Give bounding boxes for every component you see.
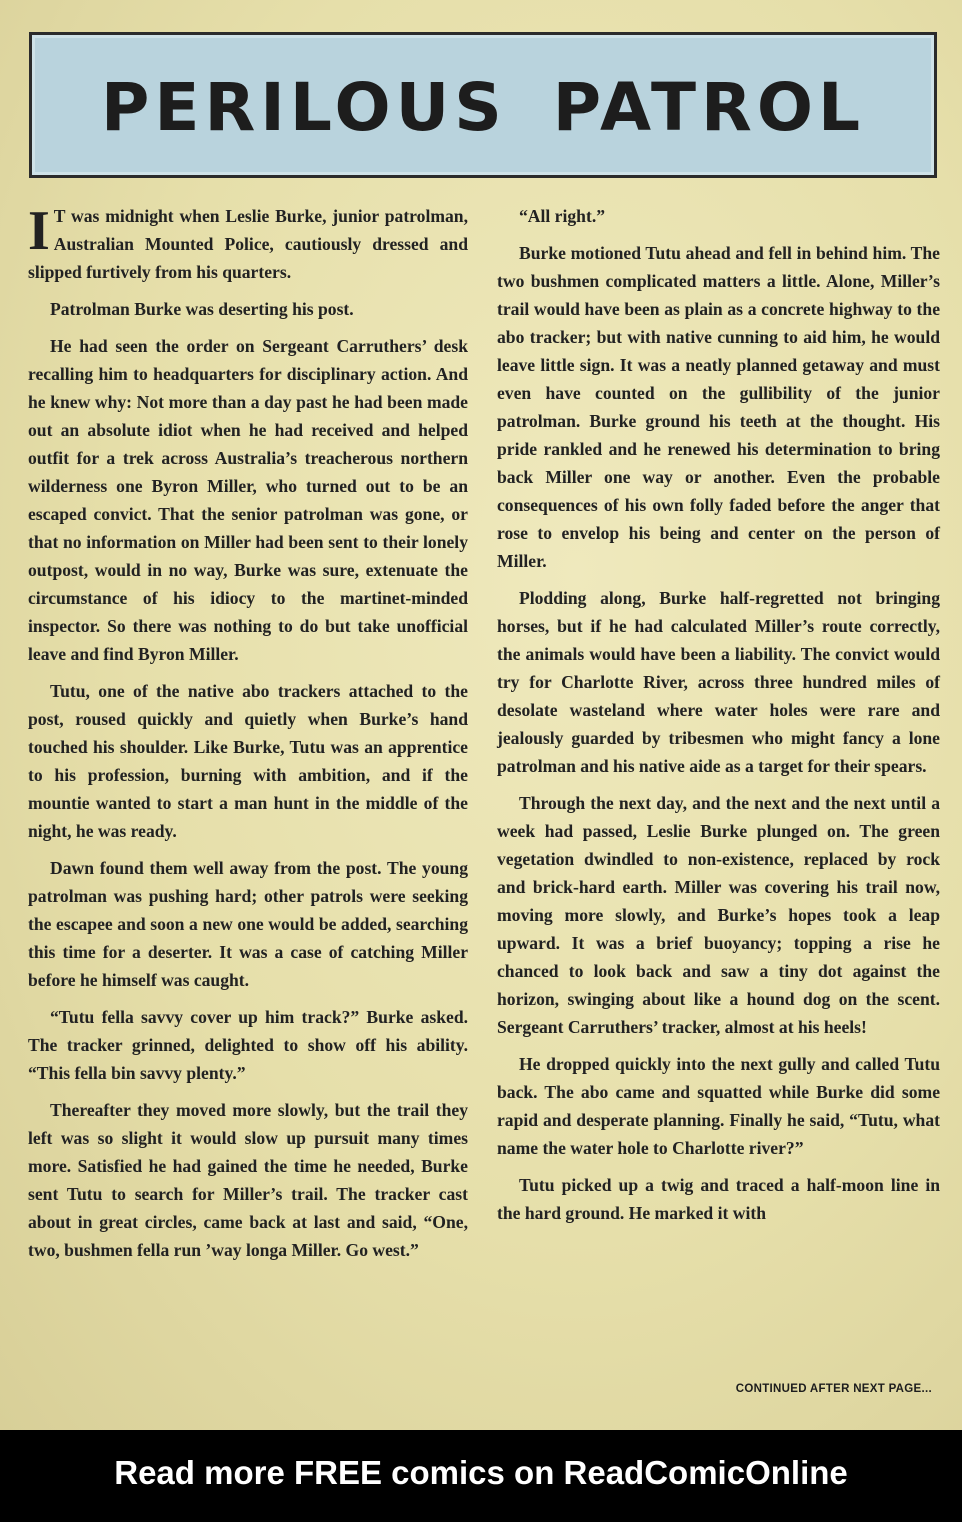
continued-label: CONTINUED AFTER NEXT PAGE...: [735, 1383, 932, 1395]
story-paragraph: He dropped quickly into the next gully and called Tutu back. The abo came and squatted while Burke did some rapid and desperate planning. Finally he said, “Tutu, what name the water hole to Charlotte river?”: [497, 1054, 940, 1158]
story-paragraph: Burke motioned Tutu ahead and fell in behind him. The two bushmen complicated matters a little. Alone, Miller’s trail would have been as plain as a concrete highway to the abo tracker; but with native cunning to aid him, he would leave little sign. It was a neatly planned getaway and must even have counted on the gullibility of the junior patrolman. Burke ground his teeth at the thought. His pride rankled and he renewed his determination to bring back Miller one way or another. Even the probable consequences of his own folly faded before the anger that rose to envelop his being and center on the person of Miller.: [497, 243, 940, 571]
story-paragraph: [28, 202, 468, 286]
story-paragraph: Through the next day, and the next and the next until a week had passed, Leslie Burke plunged on. The green vegetation dwindled to non-existence, replaced by rock and brick-hard earth. Miller was covering his trail now, moving more slowly, and Burke’s hopes took a leap upward. It was a brief buoyancy; topping a rise he chanced to look back and saw a tiny dot against the horizon, swinging about like a hound dog on the scent. Sergeant Carruthers’ tracker, almost at his heels!: [497, 793, 940, 1037]
footer-link-text[interactable]: Read more FREE comics on ReadComicOnline: [114, 1454, 848, 1491]
paragraph-text: T was midnight when Leslie Burke, junior patrolman, Australian Mounted Police, cautiously dressed and slipped furtively from his quarters.: [28, 206, 468, 282]
story-paragraph: He had seen the order on Sergeant Carruthers’ desk recalling him to headquarters for disciplinary action. And he knew why: Not more than a day past he had been made out an absolute idiot when he had received and helped outfit for a trek across Australia’s treacherous northern wilderness one Byron Miller, who turned out to be an escaped convict. That the senior patrolman was gone, or that no information on Miller had been sent to their lonely outpost, would in no way, Burke was sure, extenuate the circumstance of his idiocy to the martinet-minded inspector. So there was nothing to do but take unofficial leave and find Byron Miller.: [28, 336, 468, 664]
story-title: PERILOUS PATROL: [100, 69, 866, 146]
story-paragraph: Dawn found them well away from the post. The young patrolman was pushing hard; other patrols were seeking the escapee and soon a new one would be added, searching this time for a deserter. It was a case of catching Miller before he himself was caught.: [28, 858, 468, 990]
text-column-right: [497, 202, 940, 1236]
story-paragraph: “Tutu fella savvy cover up him track?” Burke asked. The tracker grinned, delighted to show off his ability. “This fella bin savvy plenty.”: [28, 1007, 468, 1083]
title-panel: [29, 32, 937, 178]
story-paragraph: Plodding along, Burke half-regretted not bringing horses, but if he had calculated Miller’s route correctly, the animals would have been a liability. The convict would try for Charlotte River, across three hundred miles of desolate wasteland where water holes were rare and jealously guarded by tribesmen who might fancy a lone patrolman and his native aide as a target for their spears.: [497, 588, 940, 776]
text-column-left: [28, 202, 468, 1273]
footer-banner[interactable]: [0, 1430, 962, 1522]
drop-cap: I: [28, 200, 50, 262]
story-paragraph: Tutu, one of the native abo trackers attached to the post, roused quickly and quietly when Burke’s hand touched his shoulder. Like Burke, Tutu was an apprentice to his profession, burning with ambition, and if the mountie wanted to start a man hunt in the middle of the night, he was ready.: [28, 681, 468, 841]
story-paragraph: Patrolman Burke was deserting his post.: [50, 299, 354, 319]
story-paragraph: Thereafter they moved more slowly, but the trail they left was so slight it would slow up pursuit many times more. Satisfied he had gained the time he needed, Burke sent Tutu to search for Miller’s trail. The tracker cast about in great circles, came back at last and said, “One, two, bushmen fella run ’way longa Miller. Go west.”: [28, 1100, 468, 1260]
story-paragraph: “All right.”: [519, 206, 606, 226]
story-paragraph: Tutu picked up a twig and traced a half-moon line in the hard ground. He marked it with: [497, 1175, 940, 1223]
